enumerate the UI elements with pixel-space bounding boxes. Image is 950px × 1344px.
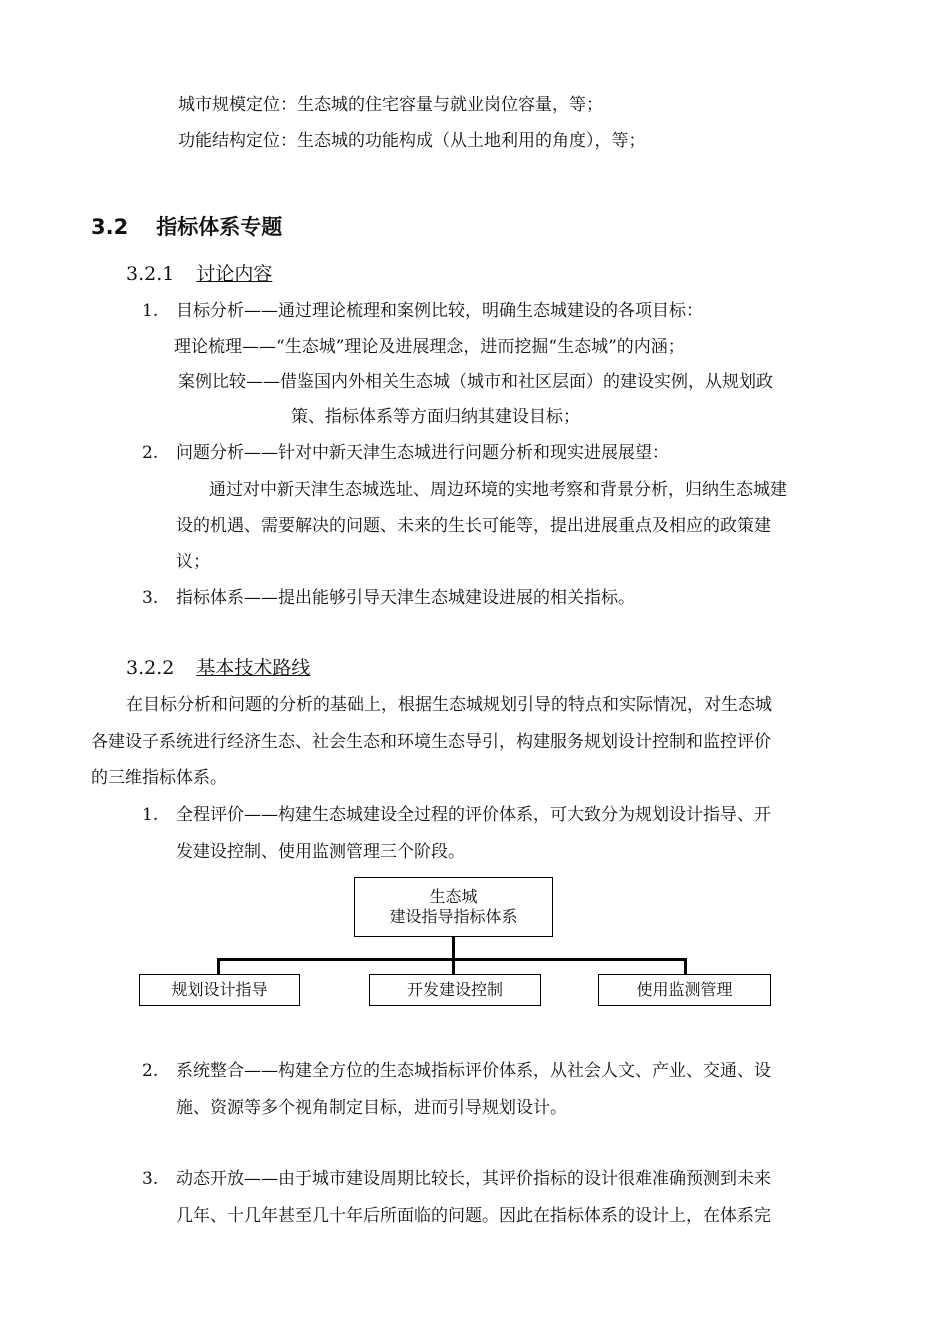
list-item-number: 1. xyxy=(142,301,159,321)
connector-vertical-left xyxy=(217,958,220,974)
list-item-number: 3. xyxy=(142,1169,159,1189)
paragraph-line: 各建设子系统进行经济生态、社会生态和环境生态导引，构建服务规划设计控制和监控评价 xyxy=(91,732,771,752)
section-heading xyxy=(91,214,282,240)
subsection-title-2: 基本技术路线 xyxy=(196,657,311,679)
list-item-number: 2. xyxy=(142,443,159,463)
paragraph-line: 在目标分析和问题的分析的基础上，根据生态城规划引导的特点和实际情况，对生态城 xyxy=(126,695,772,715)
intro-line-1: 城市规模定位：生态城的住宅容量与就业岗位容量，等； xyxy=(178,95,603,115)
diagram-root-line-1: 生态城 xyxy=(429,887,478,906)
list-item-text: 目标分析——通过理论梳理和案例比较，明确生态城建设的各项目标： xyxy=(176,301,703,321)
list-item-number: 1. xyxy=(142,805,159,825)
list-item-text: 全程评价——构建生态城建设全过程的评价体系，可大致分为规划设计指导、开 xyxy=(176,805,771,825)
connector-vertical-right xyxy=(684,958,687,974)
subsection-number-1: 3.2.1 xyxy=(126,263,175,285)
list-item-text: 动态开放——由于城市建设周期比较长，其评价指标的设计很难准确预测到未来 xyxy=(176,1169,771,1189)
list-item-text: 施、资源等多个视角制定目标，进而引导规划设计。 xyxy=(176,1098,567,1118)
connector-vertical-middle xyxy=(452,958,455,974)
list-subitem-text: 策、指标体系等方面归纳其建设目标； xyxy=(291,407,580,427)
paragraph-line: 通过对中新天津生态城选址、周边环境的实地考察和背景分析，归纳生态城建 xyxy=(209,480,787,500)
list-subitem-text: 案例比较——借鉴国内外相关生态城（城市和社区层面）的建设实例，从规划政 xyxy=(178,372,773,392)
subsection-heading-2 xyxy=(126,656,310,680)
list-subitem-text: 理论梳理——“生态城”理论及进展理念，进而挖掘“生态城”的内涵； xyxy=(174,337,685,357)
diagram-child-box-2: 开发建设控制 xyxy=(369,974,541,1006)
subsection-title-1: 讨论内容 xyxy=(196,263,273,285)
section-title: 指标体系专题 xyxy=(156,215,283,239)
paragraph-line: 的三维指标体系。 xyxy=(91,768,227,788)
list-item-text: 几年、十几年甚至几十年后所面临的问题。因此在指标体系的设计上，在体系完 xyxy=(176,1206,771,1226)
subsection-heading-1 xyxy=(126,262,272,286)
list-item-number: 2. xyxy=(142,1061,159,1081)
diagram-root-box xyxy=(354,877,553,937)
paragraph-line: 议； xyxy=(176,552,210,572)
list-item-text: 发建设控制、使用监测管理三个阶段。 xyxy=(176,842,465,862)
list-item-text: 系统整合——构建全方位的生态城指标评价体系，从社会人文、产业、交通、设 xyxy=(176,1061,771,1081)
connector-vertical-root xyxy=(452,937,455,960)
intro-line-2: 功能结构定位：生态城的功能构成（从土地利用的角度），等； xyxy=(178,131,646,151)
diagram-child-box-1: 规划设计指导 xyxy=(139,974,300,1006)
list-item-number: 3. xyxy=(142,588,159,608)
subsection-number-2: 3.2.2 xyxy=(126,657,175,679)
list-item-text: 问题分析——针对中新天津生态城进行问题分析和现实进展展望： xyxy=(176,443,669,463)
paragraph-line: 设的机遇、需要解决的问题、未来的生长可能等，提出进展重点及相应的政策建 xyxy=(176,516,771,536)
list-item-text: 指标体系——提出能够引导天津生态城建设进展的相关指标。 xyxy=(176,588,635,608)
section-number: 3.2 xyxy=(91,215,129,239)
diagram-child-box-3: 使用监测管理 xyxy=(598,974,771,1006)
diagram-root-line-2: 建设指导指标体系 xyxy=(389,907,518,926)
